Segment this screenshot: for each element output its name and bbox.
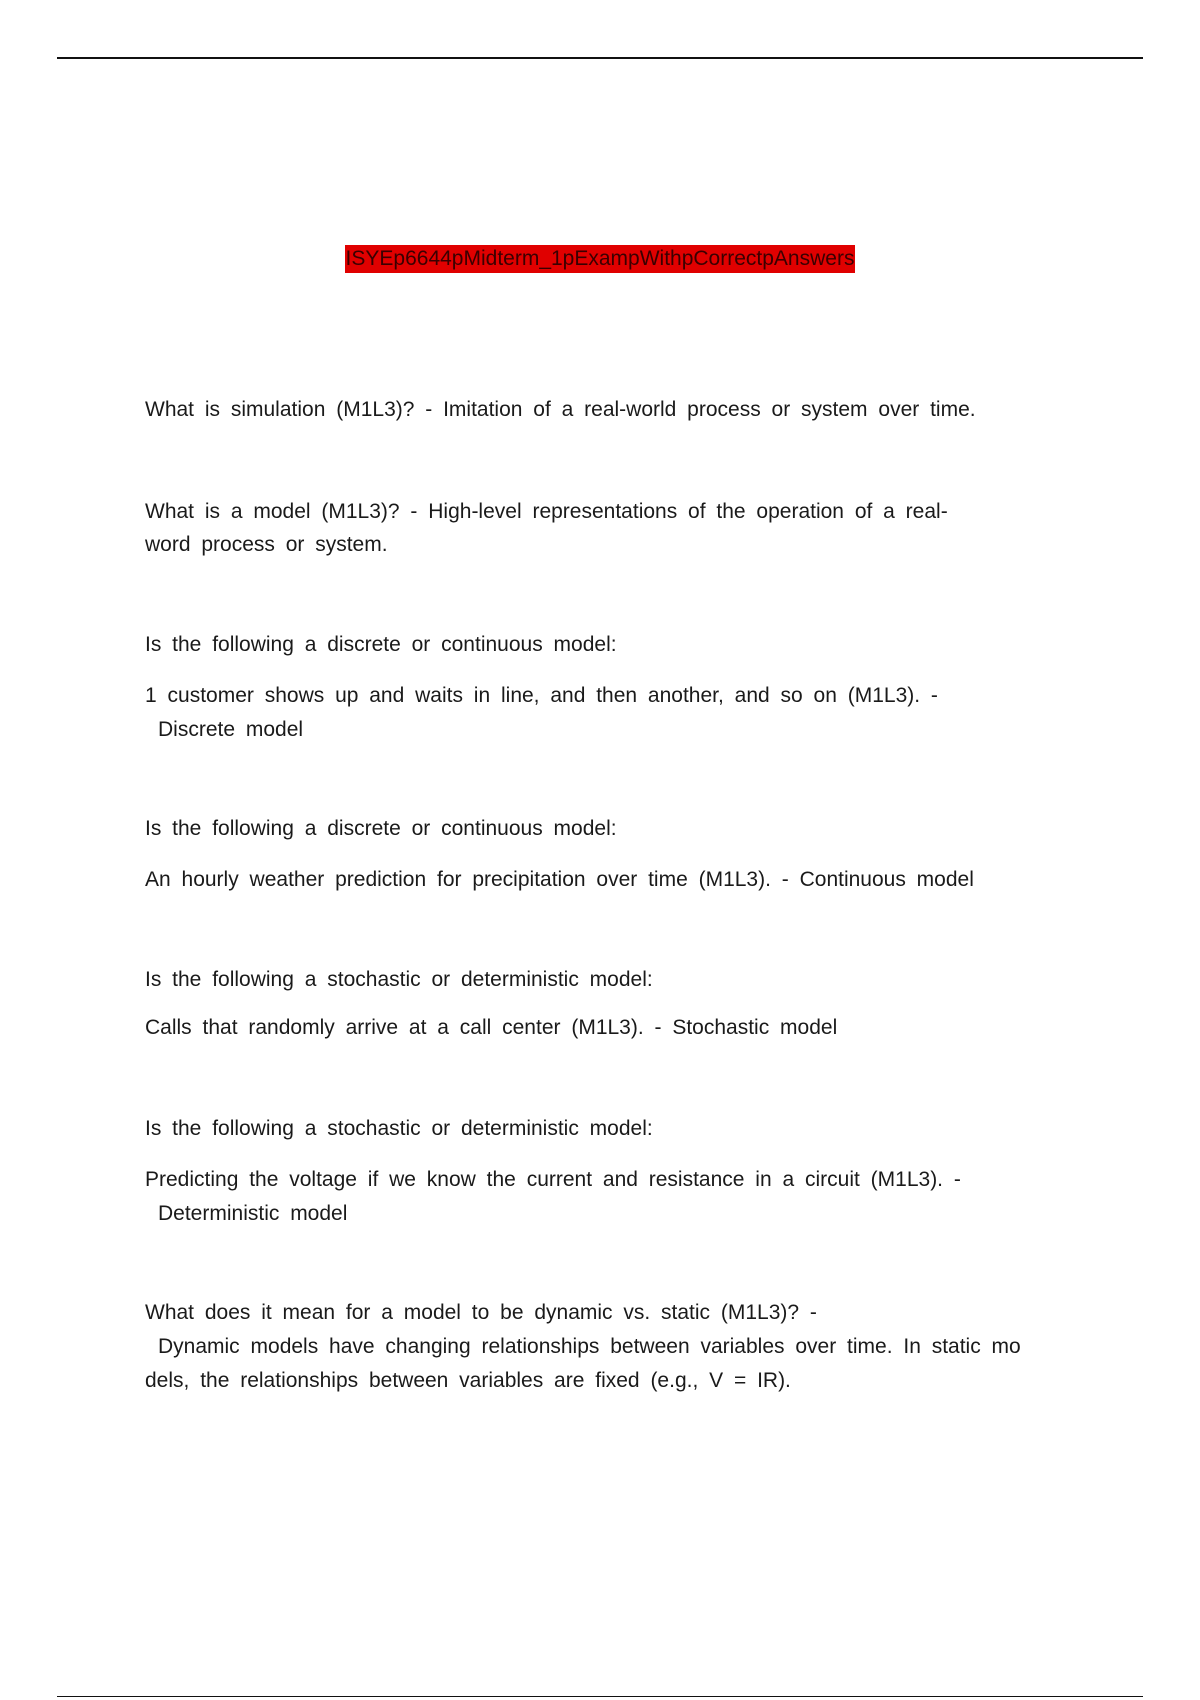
- qa-line-12: Predicting the voltage if we know the current and resistance in a circuit (M1L3). -: [145, 1168, 961, 1191]
- qa-line-15: Dynamic models have changing relationships between variables over time. In static mo: [158, 1335, 1021, 1358]
- qa-line-10: Calls that randomly arrive at a call center (M1L3). - Stochastic model: [145, 1016, 838, 1039]
- qa-line-8: An hourly weather prediction for precipitation over time (M1L3). - Continuous model: [145, 868, 974, 891]
- qa-line-16: dels, the relationships between variables are fixed (e.g., V = IR).: [145, 1369, 791, 1392]
- qa-line-2: What is a model (M1L3)? - High-level representations of the operation of a real-: [145, 500, 948, 523]
- qa-line-6: Discrete model: [158, 718, 304, 741]
- qa-line-14: What does it mean for a model to be dynamic vs. static (M1L3)? -: [145, 1301, 817, 1324]
- qa-line-11: Is the following a stochastic or deterministic model:: [145, 1117, 653, 1140]
- qa-line-9: Is the following a stochastic or deterministic model:: [145, 968, 653, 991]
- top-rule: [57, 57, 1143, 59]
- title-block: [0, 245, 1200, 273]
- qa-line-4: Is the following a discrete or continuous model:: [145, 633, 617, 656]
- bottom-rule: [57, 1696, 1143, 1697]
- qa-line-5: 1 customer shows up and waits in line, and then another, and so on (M1L3). -: [145, 684, 938, 707]
- qa-line-7: Is the following a discrete or continuous model:: [145, 817, 617, 840]
- qa-line-1: What is simulation (M1L3)? - Imitation of a real-world process or system over time.: [145, 398, 976, 421]
- qa-line-13: Deterministic model: [158, 1202, 348, 1225]
- qa-line-3: word process or system.: [145, 533, 388, 556]
- document-title: ISYEp6644pMidterm_1pExampWithpCorrectpAnswers: [345, 245, 856, 273]
